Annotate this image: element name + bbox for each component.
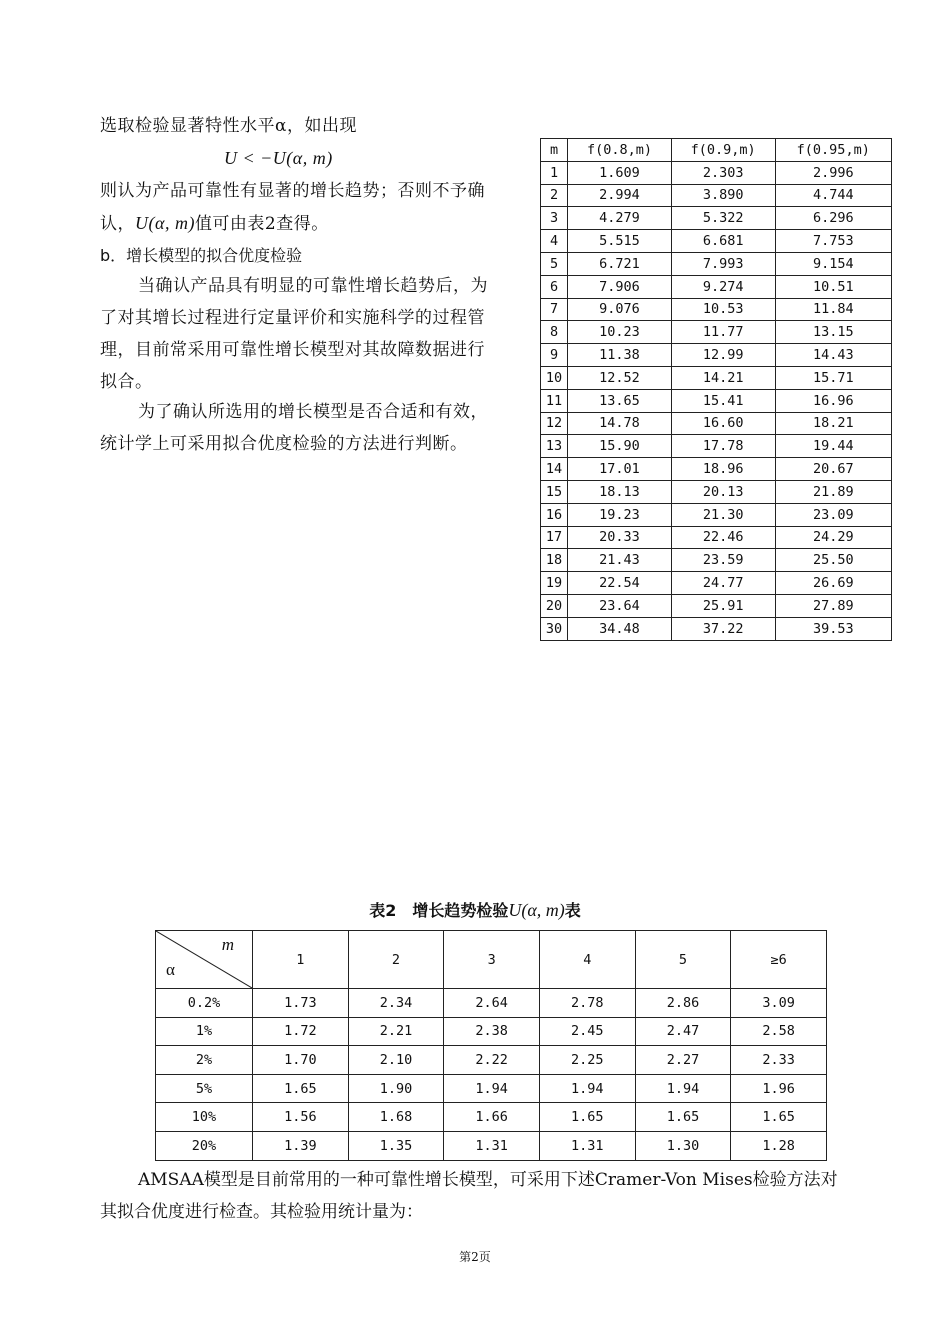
column-header: f(0.9,m) [671,139,775,162]
row-header-cell: 0.2% [156,989,253,1018]
table-row [541,389,892,412]
text-line [100,207,530,240]
table-cell: 16.96 [775,389,891,412]
section-heading-b: b．增长模型的拟合优度检验 [100,246,303,265]
caption-text: 表2 增长趋势检验 [369,901,509,920]
table-cell: 2.33 [731,1046,827,1075]
row-header-cell: 2% [156,1046,253,1075]
table-header-row [156,931,827,989]
table-cell: 13.65 [568,389,672,412]
text-line: 选取检验显著特性水平α，如出现 [100,116,357,136]
column-header: f(0.95,m) [775,139,891,162]
table-cell: 6.296 [775,207,891,230]
text-line: 拟合。 [100,372,153,392]
row-header-cell: 1% [156,1017,253,1046]
table-cell: 5.322 [671,207,775,230]
inline-math: U(α, m) [135,213,195,233]
table-cell: 1.65 [731,1103,827,1132]
table-cell: 2.38 [444,1017,540,1046]
table-cell: 16 [541,503,568,526]
table-cell: 2.994 [568,184,672,207]
table-cell: 9.274 [671,275,775,298]
table-cell: 1.94 [444,1074,540,1103]
table-cell: 4 [541,230,568,253]
table-cell: 2.996 [775,161,891,184]
table-cell: 9 [541,344,568,367]
table-cell: 1.28 [731,1131,827,1160]
table-cell: 8 [541,321,568,344]
text-fragment: 认， [100,214,135,234]
table-cell: 1.70 [253,1046,349,1075]
text-line: AMSAA模型是目前常用的一种可靠性增长模型，可采用下述Cramer-Von Mises检验方法对 [138,1170,838,1190]
table-row [541,412,892,435]
table-cell: 1.65 [539,1103,635,1132]
table-cell: 2.86 [635,989,731,1018]
formula [100,142,530,175]
table-cell: 6.681 [671,230,775,253]
table-row [541,594,892,617]
table-cell: 6.721 [568,252,672,275]
table-cell: 21.89 [775,480,891,503]
table-cell: 34.48 [568,617,672,640]
column-header: 2 [348,931,444,989]
table-cell: 23.64 [568,594,672,617]
table-cell: 2.303 [671,161,775,184]
table-cell: 1.35 [348,1131,444,1160]
table-cell: 4.279 [568,207,672,230]
table-cell: 7.906 [568,275,672,298]
table-row [156,1074,827,1103]
table-cell: 10.23 [568,321,672,344]
table-cell: 1.65 [253,1074,349,1103]
table-cell: 22.46 [671,526,775,549]
table-cell: 1.65 [635,1103,731,1132]
text-line: 当确认产品具有明显的可靠性增长趋势后，为 [138,276,488,296]
table-cell: 16.60 [671,412,775,435]
table-cell: 1.56 [253,1103,349,1132]
table-cell: 21.43 [568,549,672,572]
paragraph-amsaa [100,1164,900,1228]
paragraph-growth-model [100,270,530,398]
table-cell: 2.47 [635,1017,731,1046]
table-row [541,252,892,275]
table-cell: 9.076 [568,298,672,321]
table-cell: 15.41 [671,389,775,412]
column-header: f(0.8,m) [568,139,672,162]
table-row [541,207,892,230]
table-cell: 23.09 [775,503,891,526]
f-value-table [540,138,892,641]
table-row [541,435,892,458]
table-cell: 22.54 [568,572,672,595]
table-header-row [541,139,892,162]
column-header: 1 [253,931,349,989]
table-cell: 20.33 [568,526,672,549]
table-cell: 25.50 [775,549,891,572]
table-cell: 14.21 [671,366,775,389]
table-cell: 3.890 [671,184,775,207]
table-row [541,617,892,640]
table-row [541,275,892,298]
table-cell: 37.22 [671,617,775,640]
column-header: 5 [635,931,731,989]
table-row [541,480,892,503]
table-cell: 6 [541,275,568,298]
table-cell: 24.29 [775,526,891,549]
table-row [156,1103,827,1132]
table-cell: 2.10 [348,1046,444,1075]
table-cell: 17.01 [568,458,672,481]
table-row [541,230,892,253]
table-cell: 10.53 [671,298,775,321]
table-cell: 2.45 [539,1017,635,1046]
column-header: m [541,139,568,162]
text-line: 为了确认所选用的增长模型是否合适和有效， [138,402,488,422]
table-cell: 18.13 [568,480,672,503]
column-header: 3 [444,931,540,989]
table-cell: 15.90 [568,435,672,458]
table-row [541,549,892,572]
table-cell: 20.67 [775,458,891,481]
page-number: 第2页 [459,1250,491,1264]
u-value-table [155,930,827,1161]
table-cell: 17 [541,526,568,549]
table-cell: 39.53 [775,617,891,640]
paragraph-significance [100,110,530,240]
table-row [156,1046,827,1075]
table-row [541,458,892,481]
table-cell: 17.78 [671,435,775,458]
table-cell: 10 [541,366,568,389]
table-row [541,321,892,344]
row-header-cell: 20% [156,1131,253,1160]
table-cell: 3 [541,207,568,230]
table-cell: 23.59 [671,549,775,572]
paragraph-goodness-of-fit [100,396,530,460]
table-cell: 1.66 [444,1103,540,1132]
table-cell: 13.15 [775,321,891,344]
table-cell: 1.94 [635,1074,731,1103]
table-cell: 1.72 [253,1017,349,1046]
table-cell: 1.96 [731,1074,827,1103]
table-cell: 1 [541,161,568,184]
table-cell: 11.38 [568,344,672,367]
table-row [541,184,892,207]
table-row [541,298,892,321]
table-caption [0,898,950,921]
table-cell: 15 [541,480,568,503]
diagonal-corner-cell [156,931,253,989]
text-line: 统计学上可采用拟合优度检验的方法进行判断。 [100,434,468,454]
table-cell: 20.13 [671,480,775,503]
table-row [541,526,892,549]
column-header: ≥6 [731,931,827,989]
table-cell: 18.21 [775,412,891,435]
table-row [541,161,892,184]
table-cell: 11 [541,389,568,412]
table-cell: 7 [541,298,568,321]
table-cell: 27.89 [775,594,891,617]
formula-text: U < −U(α, m) [224,148,333,168]
table-cell: 2.25 [539,1046,635,1075]
f-table-body [541,161,892,640]
table-cell: 1.68 [348,1103,444,1132]
table-cell: 13 [541,435,568,458]
table-row [156,1131,827,1160]
table-cell: 21.30 [671,503,775,526]
table-cell: 2.21 [348,1017,444,1046]
table-cell: 7.753 [775,230,891,253]
table-row [156,1017,827,1046]
table-cell: 12 [541,412,568,435]
table-cell: 2 [541,184,568,207]
corner-m-label: m [221,935,234,954]
table-cell: 1.31 [539,1131,635,1160]
row-header-cell: 10% [156,1103,253,1132]
table-row [541,503,892,526]
table-cell: 2.27 [635,1046,731,1075]
table-cell: 4.744 [775,184,891,207]
table-cell: 2.22 [444,1046,540,1075]
table-cell: 1.90 [348,1074,444,1103]
table-cell: 25.91 [671,594,775,617]
table-cell: 19.44 [775,435,891,458]
column-header: 4 [539,931,635,989]
table-cell: 1.73 [253,989,349,1018]
table-cell: 2.64 [444,989,540,1018]
text-line: 理，目前常采用可靠性增长模型对其故障数据进行 [100,340,485,360]
table-cell: 2.58 [731,1017,827,1046]
table-cell: 11.84 [775,298,891,321]
table-cell: 24.77 [671,572,775,595]
table-cell: 26.69 [775,572,891,595]
corner-alpha-label: α [166,960,175,979]
table-cell: 12.99 [671,344,775,367]
text-line: 则认为产品可靠性有显著的增长趋势；否则不予确 [100,181,485,201]
table-cell: 2.78 [539,989,635,1018]
table-cell: 19.23 [568,503,672,526]
table-cell: 18 [541,549,568,572]
table-cell: 3.09 [731,989,827,1018]
table-cell: 18.96 [671,458,775,481]
table-cell: 7.993 [671,252,775,275]
table-cell: 1.30 [635,1131,731,1160]
u-table-body [156,989,827,1161]
table-cell: 11.77 [671,321,775,344]
table-cell: 1.94 [539,1074,635,1103]
table-cell: 1.31 [444,1131,540,1160]
row-header-cell: 5% [156,1074,253,1103]
caption-math: U(α, m) [508,900,565,920]
table-row [156,989,827,1018]
table-cell: 12.52 [568,366,672,389]
table-cell: 19 [541,572,568,595]
table-cell: 1.609 [568,161,672,184]
table-cell: 9.154 [775,252,891,275]
table-cell: 2.34 [348,989,444,1018]
text-line: 其拟合优度进行检查。其检验用统计量为： [100,1202,423,1222]
table-cell: 1.39 [253,1131,349,1160]
table-row [541,344,892,367]
table-row [541,572,892,595]
table-cell: 5 [541,252,568,275]
text-line: 了对其增长过程进行定量评价和实施科学的过程管 [100,308,485,328]
table-row [541,366,892,389]
table-cell: 30 [541,617,568,640]
table-cell: 14.43 [775,344,891,367]
table-cell: 15.71 [775,366,891,389]
caption-text: 表 [564,901,581,920]
table-cell: 14 [541,458,568,481]
table-cell: 10.51 [775,275,891,298]
text-fragment: 值可由表2查得。 [194,214,329,234]
table-cell: 14.78 [568,412,672,435]
table-cell: 20 [541,594,568,617]
table-cell: 5.515 [568,230,672,253]
